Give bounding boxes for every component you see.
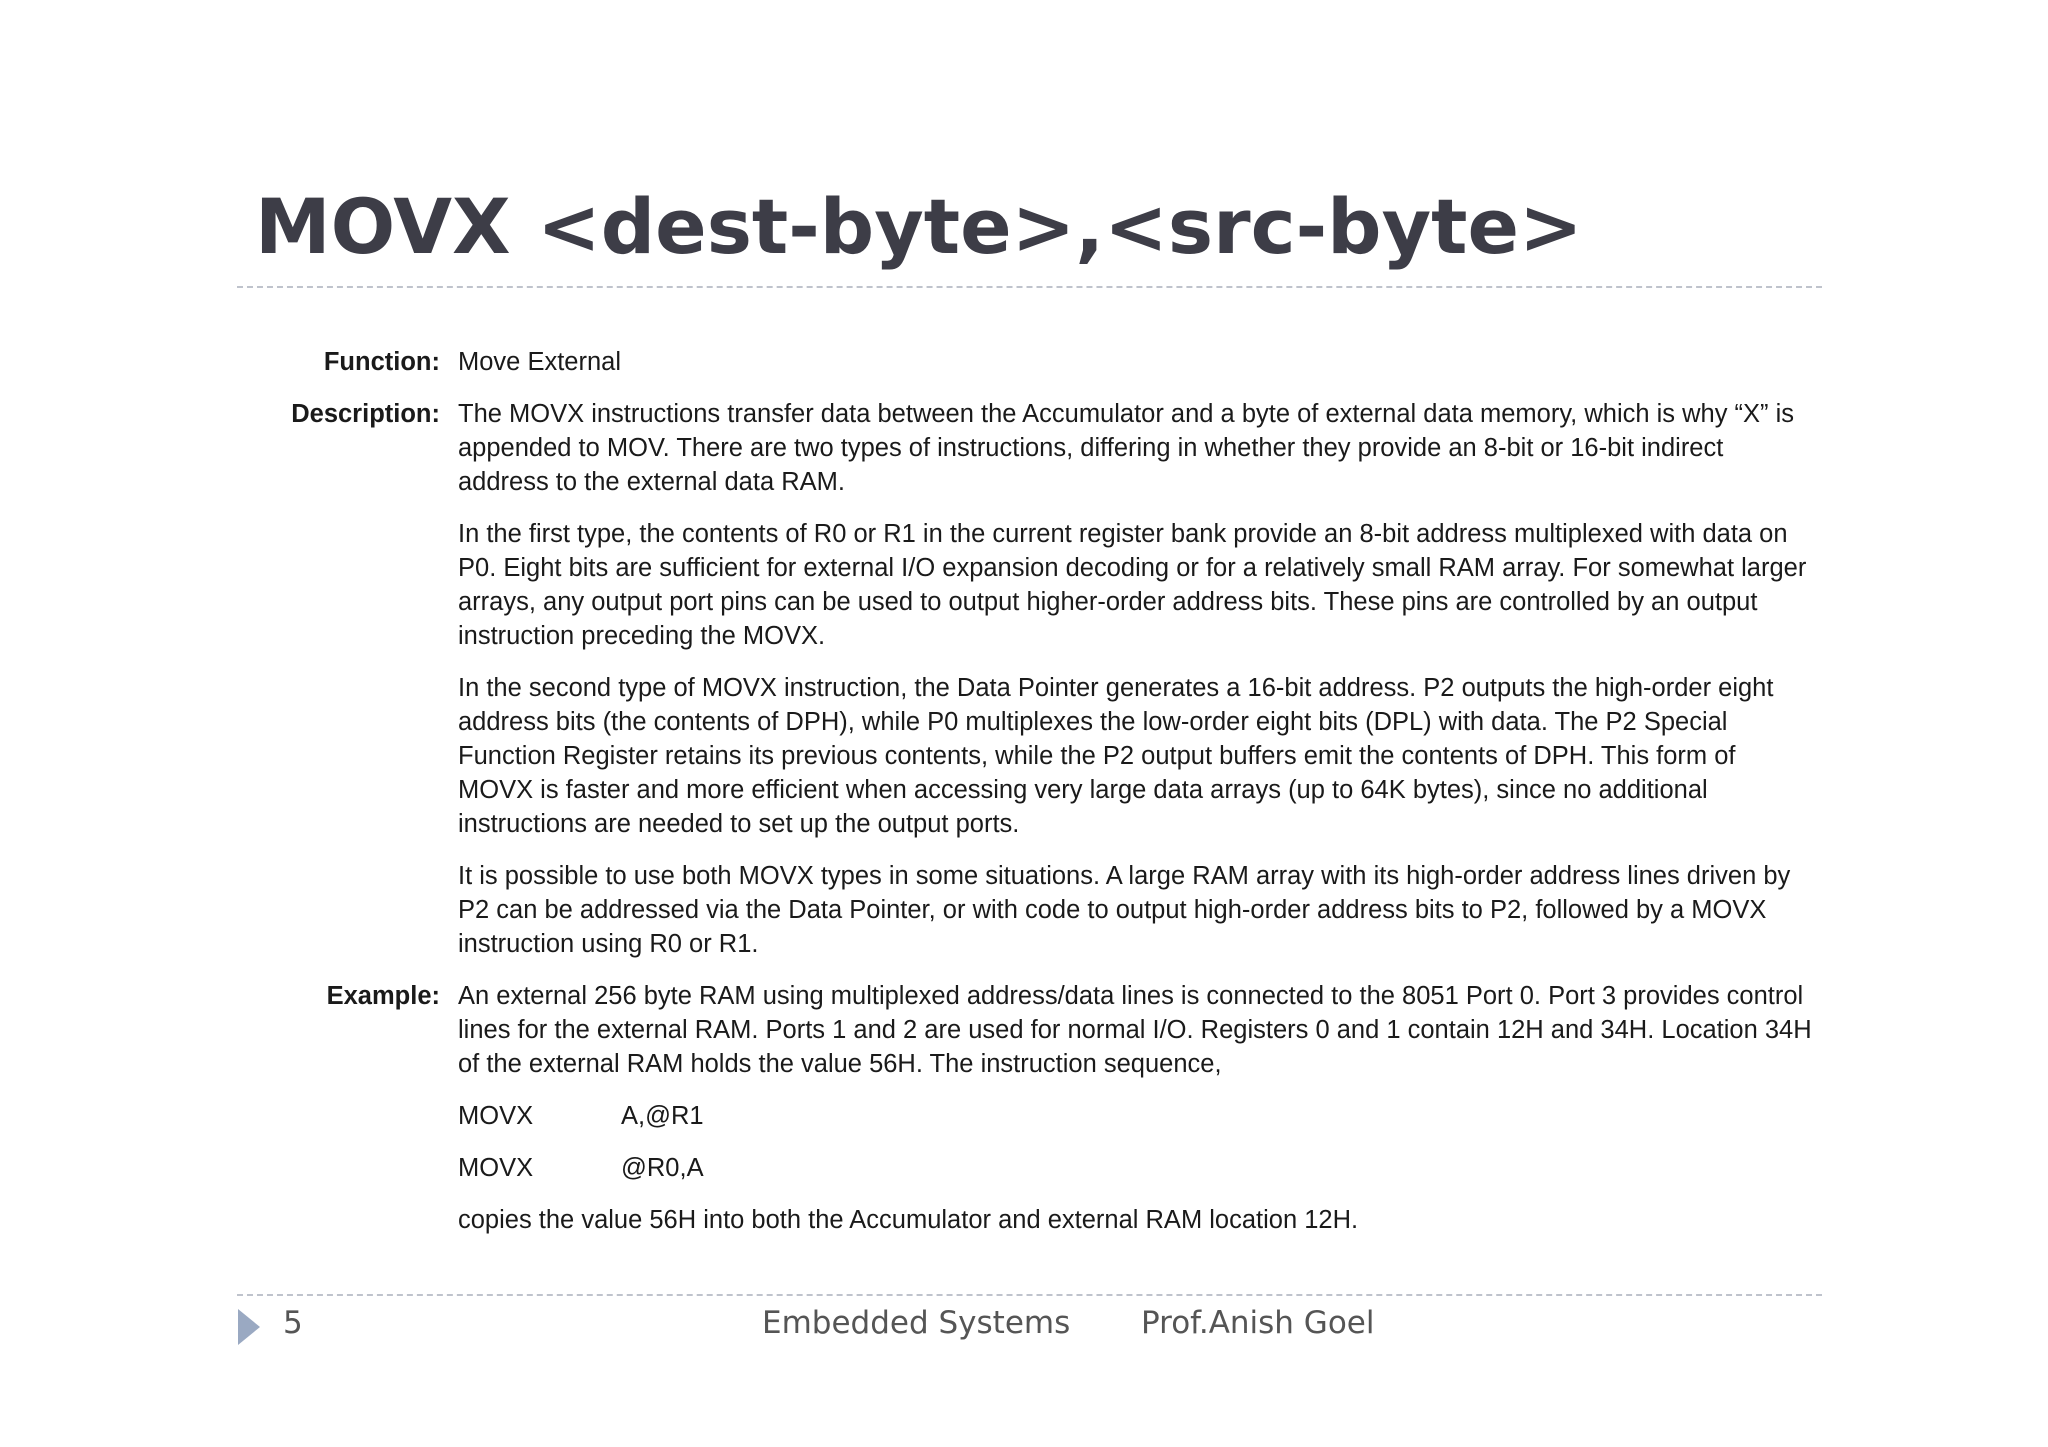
code-line: [458, 1151, 1815, 1185]
description-row: [270, 397, 1815, 961]
code-operands: A,@R1: [621, 1102, 704, 1130]
example-label: Example:: [326, 982, 440, 1010]
triangle-bullet-icon: [238, 1309, 260, 1345]
code-line: [458, 1099, 1815, 1133]
description-paragraph: The MOVX instructions transfer data between the Accumulator and a byte of external data memory, which is why “X” is appended to MOV. There are two types of instructions, differing in whether they provide an 8-bit or 16-bit indirect address to the external data RAM.: [458, 400, 1795, 496]
code-opcode: MOVX: [458, 1154, 534, 1182]
instruction-reference: [270, 345, 1815, 1255]
function-row: [270, 345, 1815, 379]
footer-author: Prof.Anish Goel: [1141, 1305, 1375, 1341]
code-opcode: MOVX: [458, 1102, 534, 1130]
code-operands: @R0,A: [621, 1154, 704, 1182]
example-result: copies the value 56H into both the Accumulator and external RAM location 12H.: [458, 1206, 1359, 1234]
description-body: [458, 397, 1815, 961]
example-body: [458, 979, 1815, 1237]
description-paragraph: It is possible to use both MOVX types in some situations. A large RAM array with its high-order address lines driven by P2 can be addressed via the Data Pointer, or with code to output high-order address bits to P2, followed by a MOVX instruction using R0 or R1.: [458, 862, 1791, 958]
function-value: Move External: [458, 348, 621, 376]
footer-divider: [237, 1294, 1822, 1296]
description-paragraph: In the first type, the contents of R0 or R1 in the current register bank provide an 8-bit address multiplexed with data on P0. Eight bits are sufficient for external I/O expansion decoding or for a relatively small RAM array. For somewhat larger arrays, any output port pins can be used to output higher-order address bits. These pins are controlled by an output instruction preceding the MOVX.: [458, 520, 1807, 650]
function-label: Function:: [323, 348, 440, 376]
slide-title: MOVX <dest-byte>,<src-byte>: [255, 182, 1583, 271]
description-paragraph: In the second type of MOVX instruction, the Data Pointer generates a 16-bit address. P2 outputs the high-order eight address bits (the contents of DPH), while P0 multiplexes the low-order eight bits (DPL) with data. The P2 Special Function Register retains its previous contents, while the P2 output buffers emit the contents of DPH. This form of MOVX is faster and more efficient when accessing very large data arrays (up to 64K bytes), since no additional instructions are needed to set up the output ports.: [458, 674, 1774, 838]
example-row: [270, 979, 1815, 1237]
title-divider: [237, 286, 1822, 288]
example-intro: An external 256 byte RAM using multiplexed address/data lines is connected to the 8051 Port 0. Port 3 provides control lines for the external RAM. Ports 1 and 2 are used for normal I/O. Registers 0 and 1 contain 12H and 34H. Location 34H of the external RAM holds the value 56H. The instruction sequence,: [458, 982, 1812, 1078]
footer-course: Embedded Systems: [762, 1305, 1071, 1341]
description-label: Description:: [291, 400, 440, 428]
page-number: 5: [283, 1305, 303, 1341]
